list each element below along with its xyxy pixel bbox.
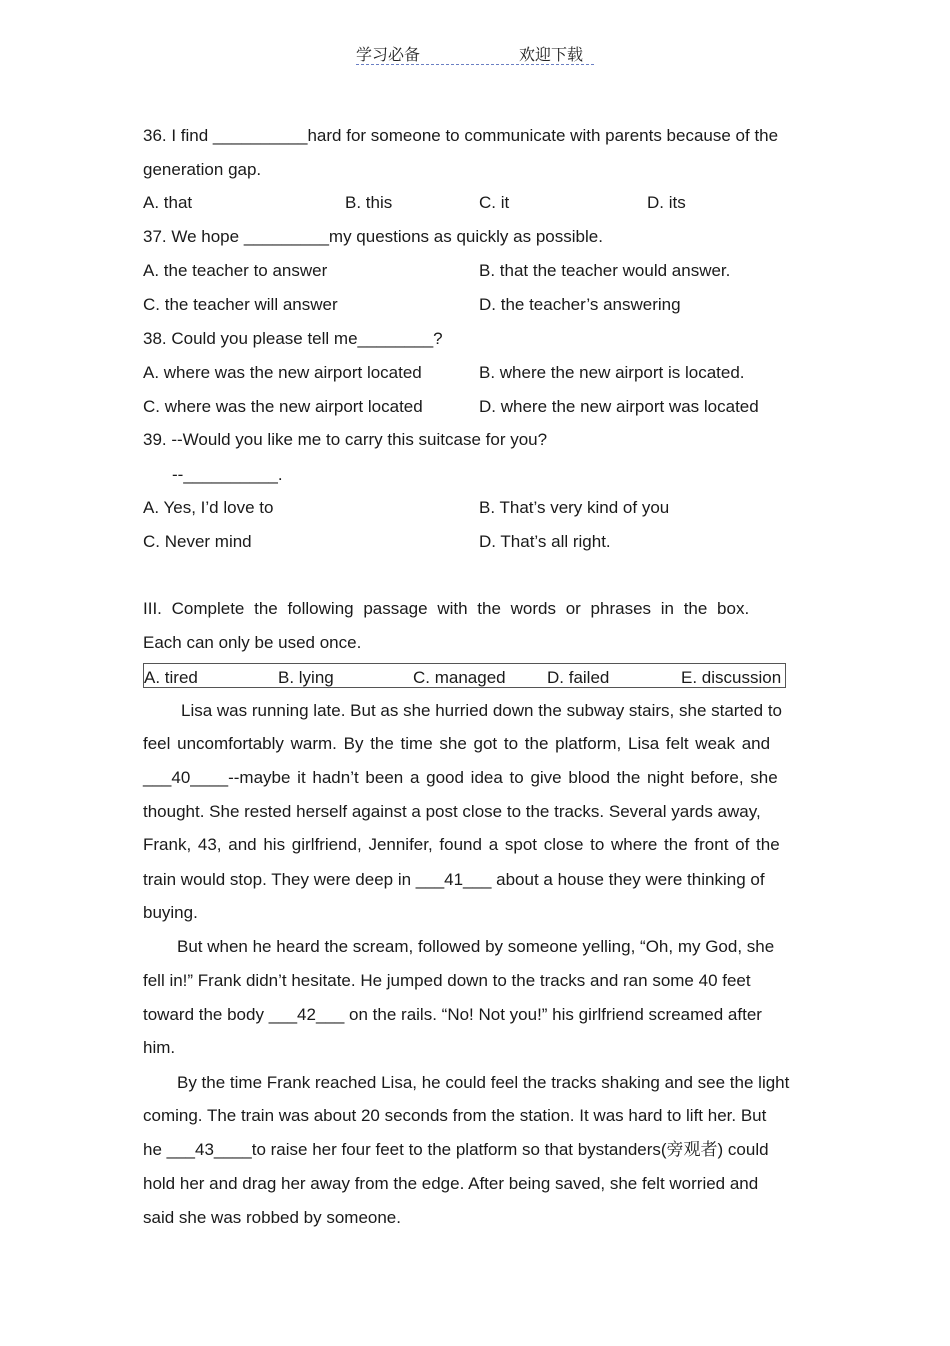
word-box-item-d: D. failed xyxy=(547,668,610,687)
passage-line: him. xyxy=(143,1038,176,1057)
header-right-text: 欢迎下载 xyxy=(519,45,584,64)
question-38-option-a: A. where was the new airport located xyxy=(143,363,422,382)
question-37-option-c: C. the teacher will answer xyxy=(143,295,338,314)
passage-line: he ___43____to raise her four feet to the platform so that bystanders(旁观者) could xyxy=(143,1140,769,1159)
passage-line: said she was robbed by someone. xyxy=(143,1208,401,1227)
question-36-option-b: B. this xyxy=(345,193,393,212)
question-37-stem: 37. We hope _________my questions as quickly as possible. xyxy=(143,227,603,246)
word-box xyxy=(143,663,786,688)
page-header xyxy=(356,40,594,65)
question-36-stem-line-1: 36. I find __________hard for someone to communicate with parents because of the xyxy=(143,126,779,145)
passage-line: hold her and drag her away from the edge. After being saved, she felt worried and xyxy=(143,1174,759,1193)
question-38-stem: 38. Could you please tell me________? xyxy=(143,329,443,348)
question-38-option-b: B. where the new airport is located. xyxy=(479,363,745,382)
word-box-item-b: B. lying xyxy=(278,668,334,687)
question-39-option-a: A. Yes, I’d love to xyxy=(143,498,274,517)
question-39-stem-line-1: 39. --Would you like me to carry this suitcase for you? xyxy=(143,430,548,449)
question-38-option-c: C. where was the new airport located xyxy=(143,397,423,416)
passage-line: Frank, 43, and his girlfriend, Jennifer, found a spot close to where the front of the xyxy=(143,835,780,854)
question-39-stem-line-2: --__________. xyxy=(172,465,283,484)
section-3-instruction-line-2: Each can only be used once. xyxy=(143,633,362,652)
question-36-option-c: C. it xyxy=(479,193,510,212)
passage-line: toward the body ___42___ on the rails. “No! Not you!” his girlfriend screamed after xyxy=(143,1005,762,1024)
passage-line: fell in!” Frank didn’t hesitate. He jumped down to the tracks and ran some 40 feet xyxy=(143,971,751,990)
word-box-item-a: A. tired xyxy=(144,668,198,687)
question-36-stem-line-2: generation gap. xyxy=(143,160,262,179)
section-3-instruction-line-1: III. Complete the following passage with the words or phrases in the box. xyxy=(143,599,750,618)
passage-line: feel uncomfortably warm. By the time she got to the platform, Lisa felt weak and xyxy=(143,734,771,753)
passage-line: coming. The train was about 20 seconds from the station. It was hard to lift her. But xyxy=(143,1106,767,1125)
word-box-item-e: E. discussion xyxy=(681,668,782,687)
question-39-option-c: C. Never mind xyxy=(143,532,252,551)
word-box-item-c: C. managed xyxy=(413,668,506,687)
passage-line: buying. xyxy=(143,903,198,922)
question-39-option-b: B. That’s very kind of you xyxy=(479,498,670,517)
question-37-option-a: A. the teacher to answer xyxy=(143,261,328,280)
passage-line: thought. She rested herself against a post close to the tracks. Several yards away, xyxy=(143,802,761,821)
header-left-text: 学习必备 xyxy=(356,45,421,64)
question-39-option-d: D. That’s all right. xyxy=(479,532,611,551)
question-37-option-b: B. that the teacher would answer. xyxy=(479,261,731,280)
question-37-option-d: D. the teacher’s answering xyxy=(479,295,681,314)
question-36-option-a: A. that xyxy=(143,193,193,212)
passage-line: Lisa was running late. But as she hurried down the subway stairs, she started to xyxy=(181,701,782,720)
passage-line: But when he heard the scream, followed by someone yelling, “Oh, my God, she xyxy=(177,937,775,956)
passage-line: ___40____--maybe it hadn’t been a good idea to give blood the night before, she xyxy=(143,768,778,787)
passage-line: By the time Frank reached Lisa, he could feel the tracks shaking and see the light xyxy=(177,1073,790,1092)
passage-line: train would stop. They were deep in ___41___ about a house they were thinking of xyxy=(143,870,765,889)
question-36-option-d: D. its xyxy=(647,193,686,212)
question-38-option-d: D. where the new airport was located xyxy=(479,397,759,416)
